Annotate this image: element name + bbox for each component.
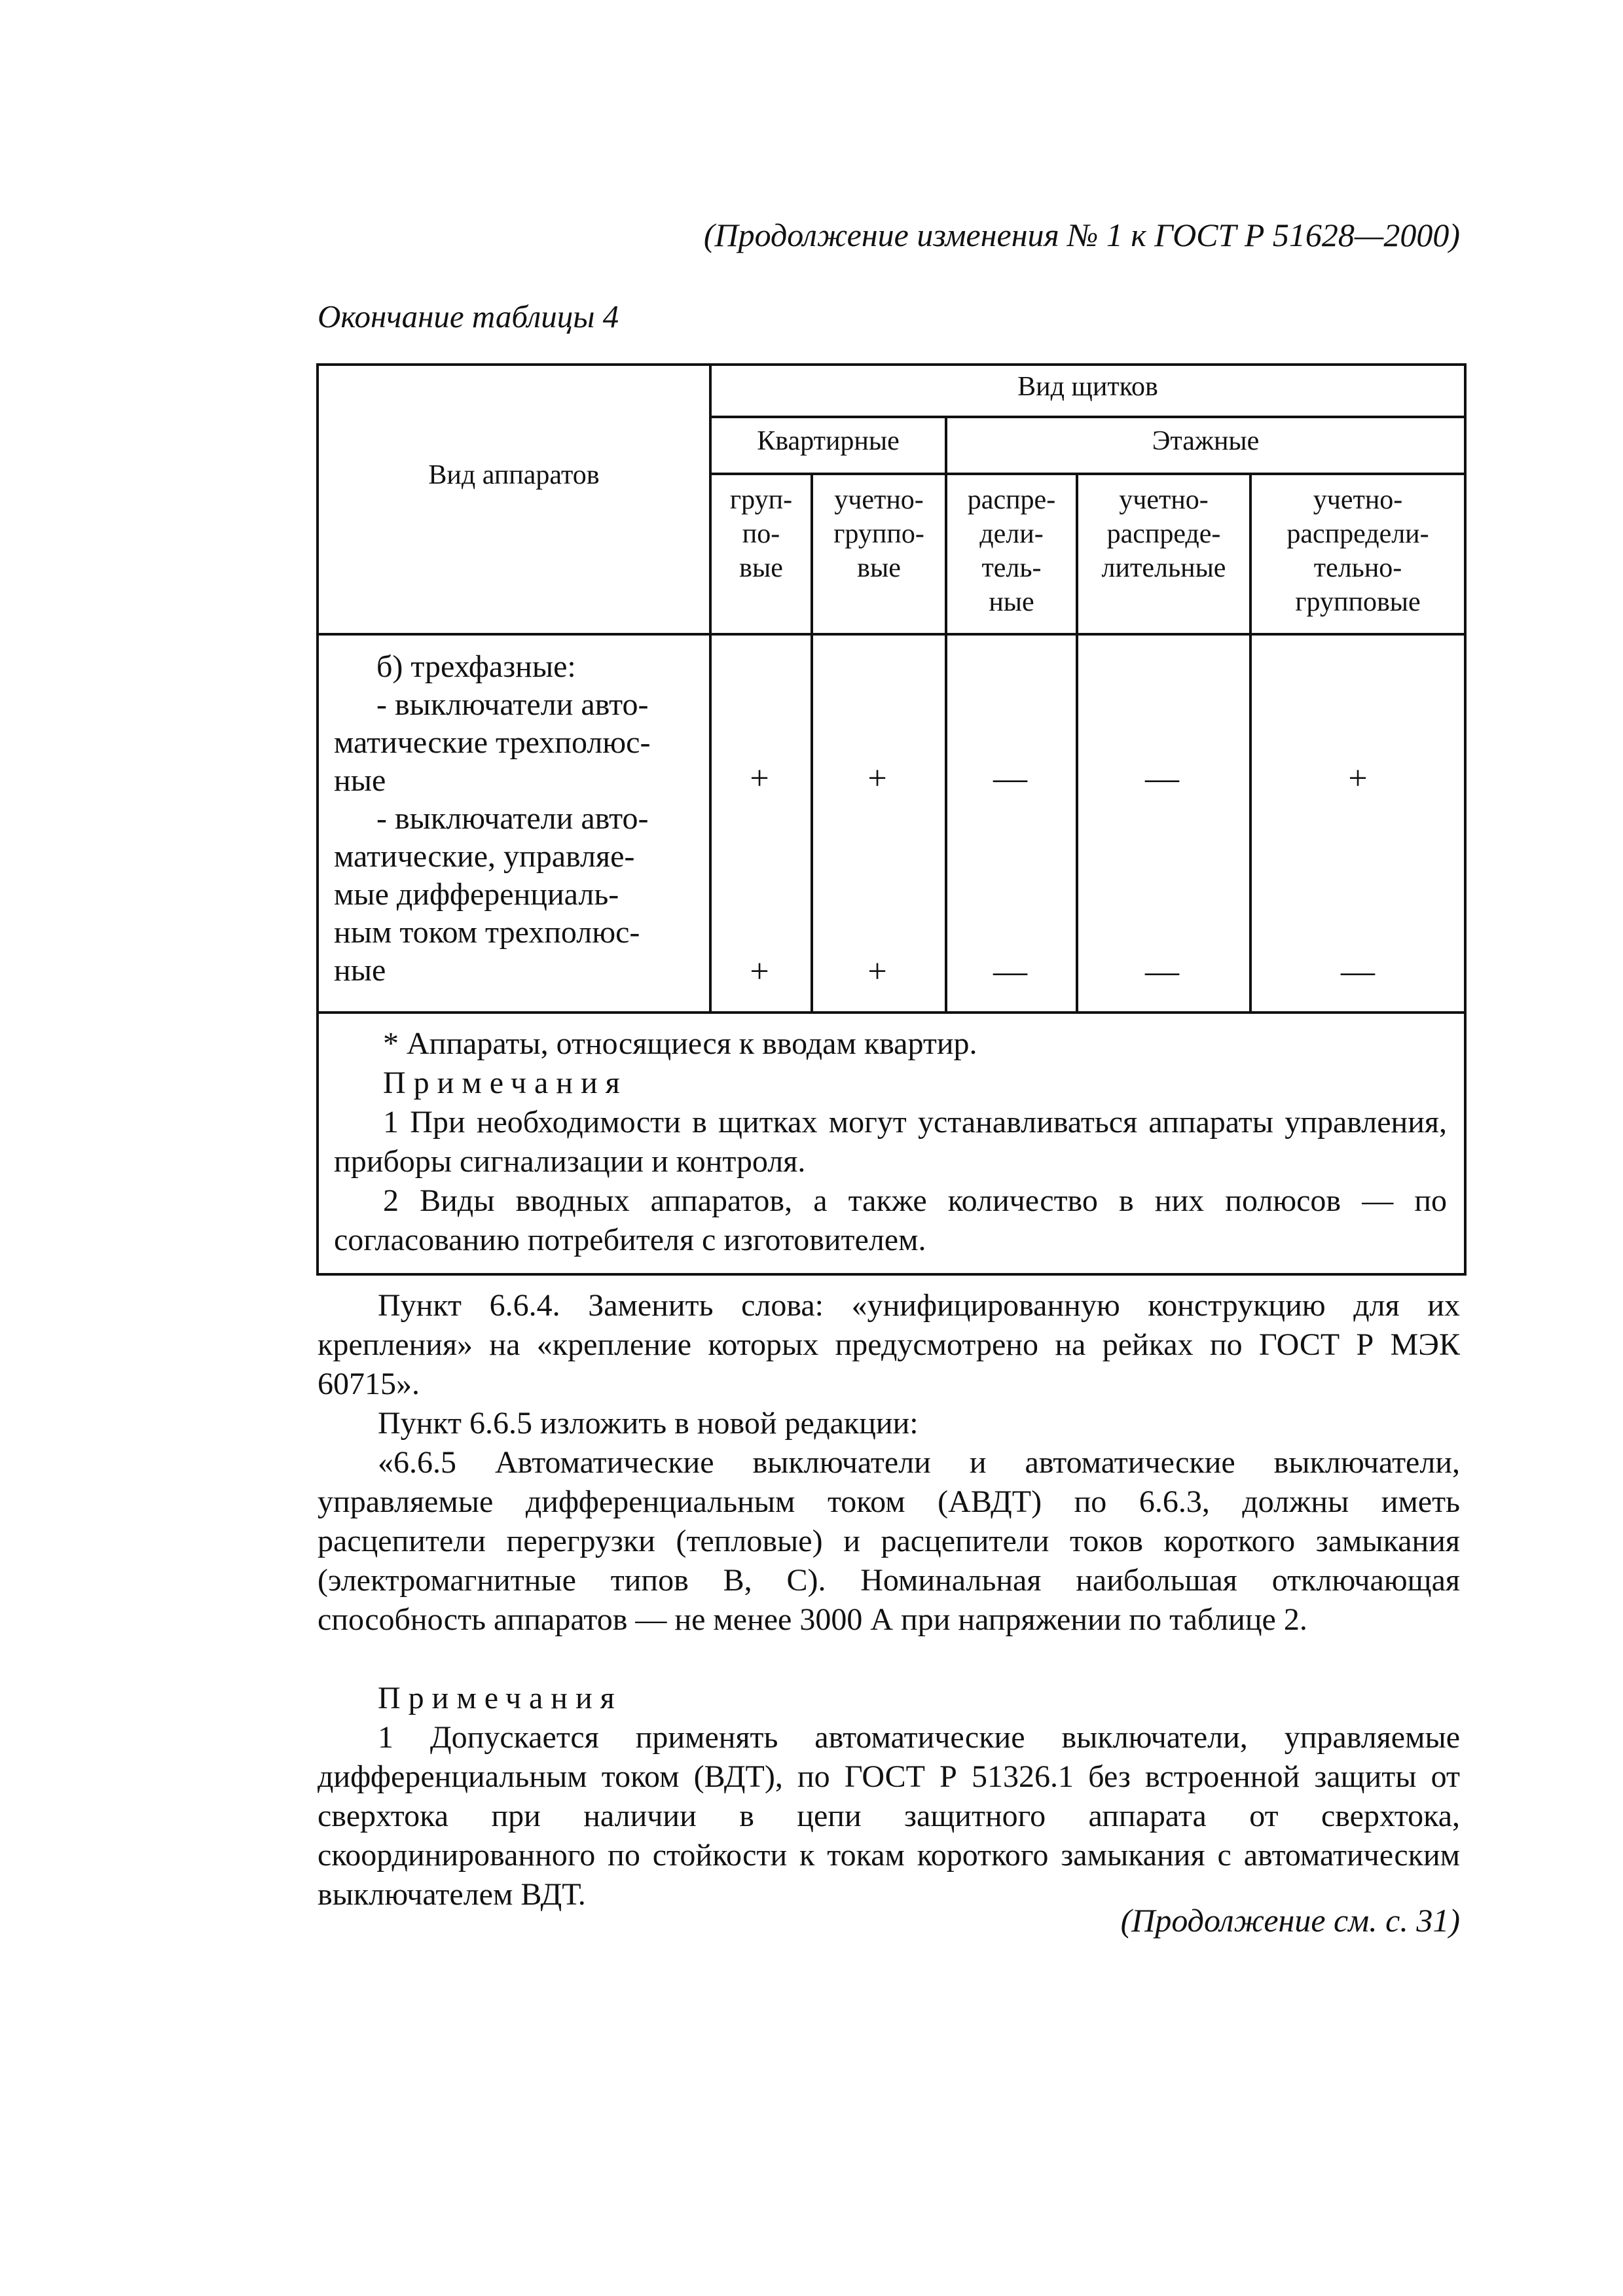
notes-title: Примечания [378,1681,623,1715]
row1-sign-col5: + [1348,760,1368,797]
paragraph-6-6-5-text: «6.6.5 Автоматические выключатели и автоматические выключатели, управляемые дифференциальным током (АВДТ) по 6.6.3, должны иметь расцепители перегрузки (тепловые) и расцепители токов короткого замыкания (электромагнитные типов В, С). Номинальная наибольшая отключающая способность аппаратов — не менее 3000 А при напряжении по таблице 2. [318,1445,1460,1637]
device-description: б) трехфазные: - выключатели авто- матические трехполюс- ные - выключатели авто- матические, управляе- мые дифференциаль- ным током трехполюс- ные [334,649,651,988]
subheader-group: груп- по- вые [729,485,793,583]
table-notes-title: Примечания [383,1066,628,1100]
subheader-metering-distribution-group: учетно- распредели- тельно- групповые [1286,485,1429,617]
row2-sign-col3: — [993,953,1027,990]
paragraph-6-6-4: Пункт 6.6.4. Заменить слова: «унифицированную конструкцию для их крепления» на «крепление которых предусмотрено на рейках по ГОСТ Р МЭК 60715». [318,1288,1460,1401]
table-caption: Окончание таблицы 4 [318,298,619,334]
column-header-boards: Вид щитков [1017,372,1158,402]
row1-sign-col2: + [867,760,887,797]
note-1: 1 Допускается применять автоматические выключатели, управляемые дифференциальным током (ВДТ), по ГОСТ Р 51326.1 без встроенной защиты от сверхтока при наличии в цепи защитного аппарата от сверхтока, скоординированного по стойкости к токам короткого замыкания с автоматическим выключателем ВДТ. [318,1720,1460,1912]
row2-sign-col4: — [1145,953,1179,990]
table-note-2: 2 Виды вводных аппаратов, а также количество в них полюсов — по согласованию потребителя с изготовителем. [334,1183,1447,1257]
paragraph-6-6-5-intro: Пункт 6.6.5 изложить в новой редакции: [378,1406,919,1441]
row2-sign-col5: — [1341,953,1375,990]
subheader-metering-group: учетно- группо- вые [833,485,924,583]
row2-sign-col1: + [750,953,769,990]
row1-sign-col4: — [1145,760,1179,797]
continuation-footer: (Продолжение см. с. 31) [1120,1902,1460,1939]
table-note-1: 1 При необходимости в щитках могут устанавливаться аппараты управления, приборы сигнализации и контроля. [334,1105,1447,1179]
column-header-device: Вид аппаратов [428,460,600,490]
subheader-distribution: распре- дели- тель- ные [967,485,1056,617]
group-header-apartment: Квартирные [757,426,900,456]
subheader-metering-distribution: учетно- распреде- лительные [1101,485,1226,583]
row2-sign-col2: + [867,953,887,990]
group-header-floor: Этажные [1152,426,1260,456]
table-footnote: * Аппараты, относящиеся к вводам квартир. [383,1026,977,1061]
row1-sign-col3: — [993,760,1027,797]
continuation-header: (Продолжение изменения № 1 к ГОСТ Р 51628—2000) [703,217,1460,253]
table-notes [334,1024,1447,1260]
row1-sign-col1: + [750,760,769,797]
